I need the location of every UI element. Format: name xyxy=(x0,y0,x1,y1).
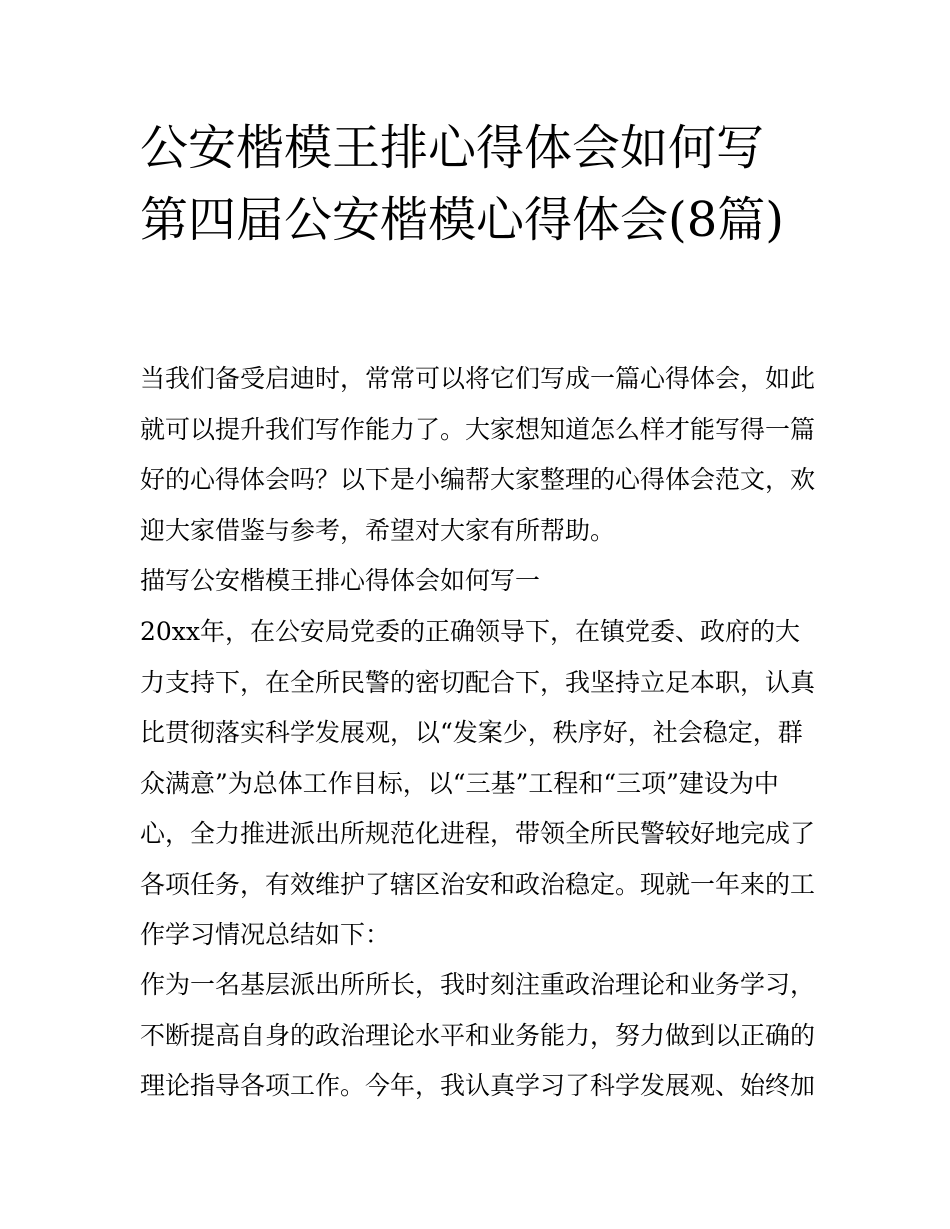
section-heading: 描写公安楷模王排心得体会如何写一 xyxy=(140,566,541,595)
document-title: 公安楷模王排心得体会如何写第四届公安楷模心得体会(8篇) xyxy=(140,120,784,248)
body-paragraph-1: 20xx年，在公安局党委的正确领导下，在镇党委、政府的大力支持下，在全所民警的密切配合下，我坚持立足本职，认真比贯彻落实科学发展观，以“发案少，秩序好，社会稳定，群众满意”为总体工作目标，以“三基”工程和“三项”建设为中心，全力推进派出所规范化进程，带领全所民警较好地完成了各项任务，有效维护了辖区治安和政治稳定。现就一年来的工作学习情况总结如下： xyxy=(140,617,816,949)
body-paragraph-2: 作为一名基层派出所所长，我时刻注重政治理论和业务学习，不断提高自身的政治理论水平和业务能力，努力做到以正确的理论指导各项工作。今年，我认真学习了科学发展观、始终加 xyxy=(140,970,816,1100)
intro-paragraph: 当我们备受启迪时，常常可以将它们写成一篇心得体会，如此就可以提升我们写作能力了。大家想知道怎么样才能写得一篇好的心得体会吗？以下是小编帮大家整理的心得体会范文，欢迎大家借鉴与参考，希望对大家有所帮助。 xyxy=(140,364,816,545)
